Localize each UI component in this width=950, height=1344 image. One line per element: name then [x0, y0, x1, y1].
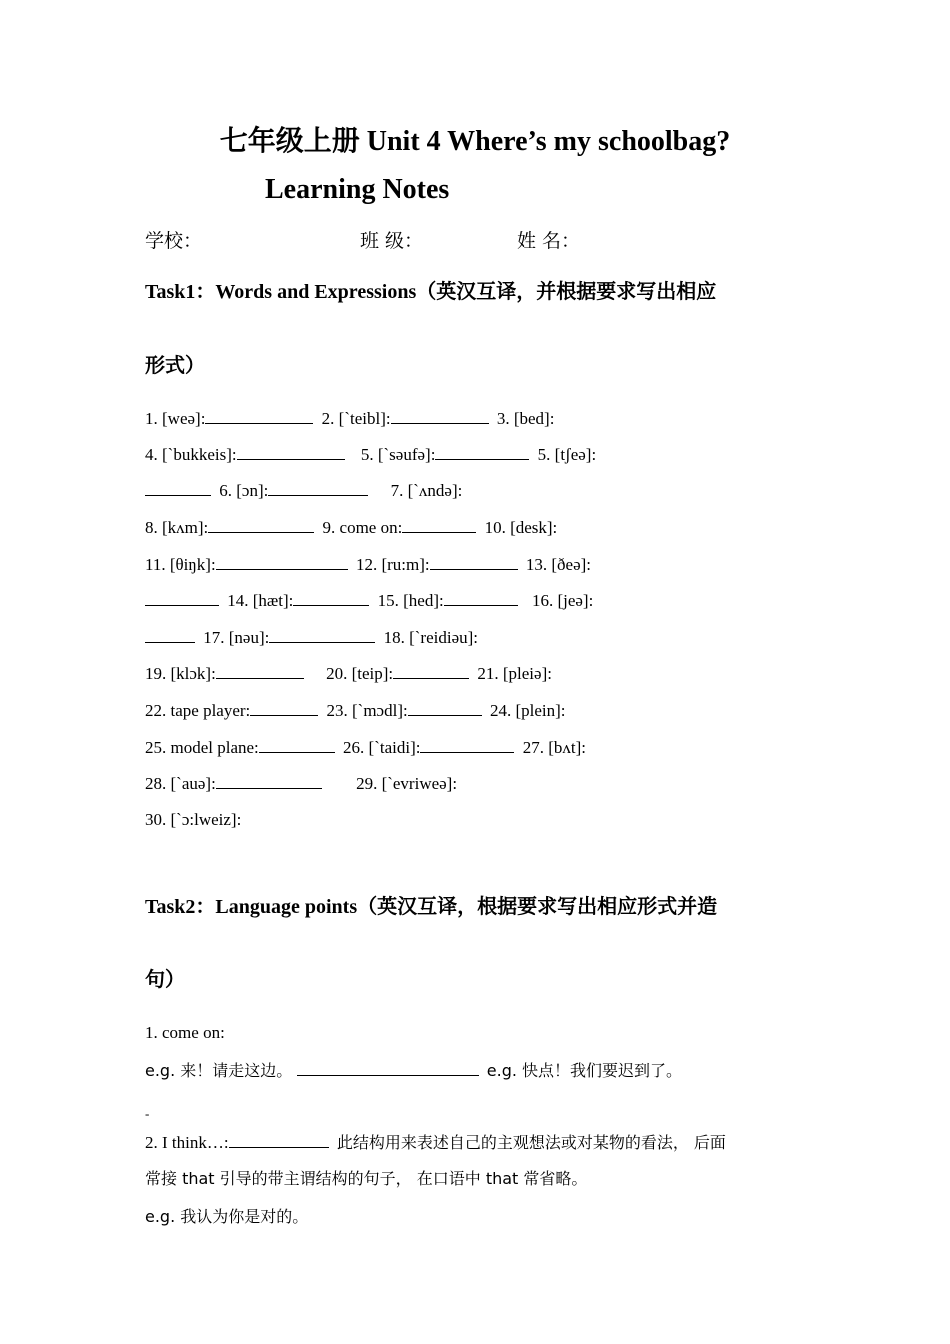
vocab-row	[145, 552, 591, 577]
vocab-row	[145, 406, 554, 431]
vocab-item: 25. model plane:	[145, 738, 259, 757]
answer-blank[interactable]	[444, 588, 518, 606]
answer-blank[interactable]	[268, 478, 368, 496]
vocab-item: 8. [kʌm]:	[145, 518, 209, 537]
school-label: 学校：	[145, 230, 203, 252]
example-sentence: e.g. 我认为你是对的。	[145, 1207, 309, 1226]
point-title: 2. I think…:	[145, 1133, 229, 1152]
vocab-item: 22. tape player:	[145, 701, 251, 720]
vocab-row	[145, 661, 552, 686]
vocab-item: 12. [ru:m]:	[355, 555, 430, 574]
vocab-item: 15. [hed]:	[377, 591, 444, 610]
answer-blank[interactable]	[229, 1130, 329, 1148]
answer-blank[interactable]	[393, 661, 469, 679]
answer-blank[interactable]	[216, 552, 348, 570]
answer-blank[interactable]	[145, 478, 211, 496]
vocab-item: 17. [nəu]:	[203, 628, 270, 647]
vocab-item: 10. [desk]:	[484, 518, 558, 537]
answer-blank[interactable]	[237, 442, 345, 460]
vocab-item: 2. [`teibl]:	[321, 409, 391, 428]
vocab-item: 24. [plein]:	[489, 701, 566, 720]
answer-blank[interactable]	[430, 552, 518, 570]
answer-blank[interactable]	[216, 661, 304, 679]
vocab-item: 21. [pleiə]:	[477, 664, 552, 683]
vocab-item: 11. [θiŋk]:	[145, 555, 216, 574]
point-title: 1. come on:	[145, 1023, 225, 1042]
document-subtitle: Learning Notes	[265, 174, 450, 205]
vocab-item: 16. [jeə]:	[531, 591, 594, 610]
vocab-item: 30. [`ɔ:lweiz]:	[145, 810, 242, 829]
answer-blank[interactable]	[408, 698, 482, 716]
task1-heading: Task1：Words and Expressions（英汉互译，并根据要求写出相应	[145, 281, 717, 303]
example-sentence: e.g. 来！请走这边。	[145, 1061, 293, 1080]
vocab-item: 1. [weə]:	[145, 409, 206, 428]
answer-blank[interactable]	[250, 698, 318, 716]
dash-mark: -	[145, 1106, 150, 1121]
answer-blank[interactable]	[259, 735, 335, 753]
vocab-row	[145, 698, 566, 723]
answer-blank[interactable]	[269, 625, 375, 643]
vocab-item: 19. [klɔk]:	[145, 664, 216, 683]
example-sentence: e.g. 快点！我们要迟到了。	[486, 1061, 683, 1080]
vocab-row	[145, 625, 478, 650]
answer-blank[interactable]	[216, 771, 322, 789]
answer-blank[interactable]	[420, 735, 514, 753]
answer-blank[interactable]	[145, 625, 195, 643]
vocab-item: 5. [tʃeə]:	[537, 445, 597, 464]
vocab-row	[145, 771, 457, 796]
vocab-item: 9. come on:	[322, 518, 403, 537]
vocab-item: 28. [`auə]:	[145, 774, 216, 793]
answer-blank[interactable]	[205, 406, 313, 424]
vocab-row	[145, 442, 596, 467]
answer-blank[interactable]	[208, 515, 314, 533]
task2-heading-cont: 句）	[145, 969, 185, 991]
answer-blank[interactable]	[297, 1058, 479, 1076]
answer-blank[interactable]	[391, 406, 489, 424]
vocab-item: 20. [teip]:	[326, 664, 394, 683]
vocab-item: 26. [`taidi]:	[343, 738, 421, 757]
answer-blank[interactable]	[435, 442, 529, 460]
vocab-row	[145, 735, 586, 760]
vocab-row	[145, 588, 593, 613]
vocab-item: 18. [`reidiəu]:	[383, 628, 478, 647]
task1-heading-cont: 形式）	[145, 355, 205, 377]
example-row	[145, 1058, 682, 1083]
vocab-item: 23. [`mɔdl]:	[326, 701, 408, 720]
vocab-row	[145, 478, 462, 503]
point-description: 此结构用来表述自己的主观想法或对某物的看法， 后面	[336, 1133, 726, 1152]
task2-heading: Task2：Language points（英汉互译，根据要求写出相应形式并造	[145, 896, 718, 918]
vocab-row	[145, 808, 241, 832]
vocab-item: 6. [ɔn]:	[219, 481, 269, 500]
point-description: 常接 that 引导的带主谓结构的句子， 在口语中 that 常省略。	[145, 1169, 588, 1188]
vocab-item: 4. [`bukkeis]:	[145, 445, 237, 464]
vocab-item: 14. [hæt]:	[227, 591, 294, 610]
vocab-item: 27. [bʌt]:	[522, 738, 586, 757]
vocab-row	[145, 515, 557, 540]
vocab-item: 13. [ðeə]:	[525, 555, 591, 574]
vocab-item: 29. [`evriweə]:	[356, 774, 458, 793]
vocab-item: 7. [`ʌndə]:	[390, 481, 463, 500]
class-label: 班 级：	[360, 230, 424, 252]
answer-blank[interactable]	[145, 588, 219, 606]
vocab-item: 3. [bed]:	[496, 409, 555, 428]
document-title: 七年级上册 Unit 4 Where’s my schoolbag?	[219, 126, 731, 157]
name-label: 姓 名：	[517, 230, 581, 252]
vocab-item: 5. [`səufə]:	[360, 445, 436, 464]
answer-blank[interactable]	[402, 515, 476, 533]
answer-blank[interactable]	[293, 588, 369, 606]
point-row	[145, 1130, 726, 1155]
